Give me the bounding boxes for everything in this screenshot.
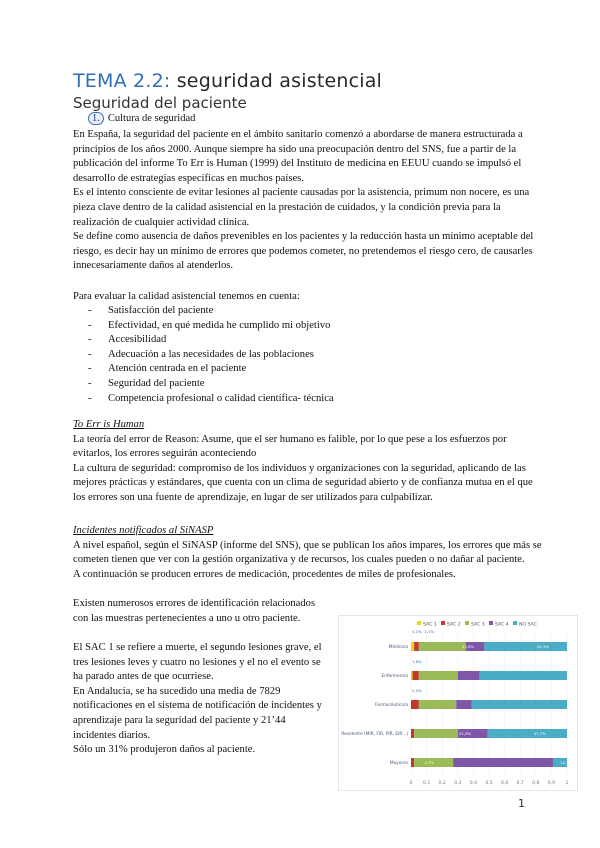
list-item: - Seguridad del paciente <box>88 377 334 392</box>
quality-intro <box>73 290 543 305</box>
bar-segment <box>458 671 480 680</box>
bar-segment <box>419 671 458 680</box>
data-label: 45,3% <box>536 644 549 649</box>
data-label: 2,1% <box>424 629 435 634</box>
intro-paragraph: Se define como ausencia de daños prevenibles en los pacientes y la reducción hasta un mínimo aceptable del riesgo, es decir hay un mínimo de errores que podemos cometer, no pretendemos el riesgo cero, de causarles innecesariamente daños al atenderlos. <box>73 231 534 272</box>
bar-segment <box>411 642 414 651</box>
bar-segment <box>413 671 419 680</box>
bar-segment <box>456 700 472 709</box>
to-err-heading: To Err is Human <box>73 419 145 430</box>
data-label: 1,6% <box>412 659 422 664</box>
bar-segment <box>411 700 419 709</box>
intro-paragraph: En España, la seguridad del paciente en el ámbito sanitario comenzó a abordarse de manera estructurada a principios de los años 2000. Aunque siempre ha sido una preocupación dentro del SNS, fue a partir de la publicación del informe To Err is Human (1999) del Instituto de medicina en EEUU cuando se impulsó el desarrollo de estrategias específicas en muchos países. <box>73 129 523 184</box>
legend-swatch <box>465 621 469 625</box>
category-label: Farmacéutico/a <box>375 703 408 709</box>
list-item: - Atención centrada en el paciente <box>88 362 334 377</box>
page-number: 1 <box>518 797 525 810</box>
quality-list <box>88 304 334 406</box>
category-label: Mayores <box>389 761 408 767</box>
bar-segment <box>419 642 466 651</box>
to-err-paragraph: La teoría del error de Reason: Asume, que el ser humano es falible, por lo que pese a los esfuerzos por evitarlos, los errores seguirán aconteciendo <box>73 433 507 460</box>
legend-swatch <box>513 621 517 625</box>
sinasp-section <box>73 524 543 582</box>
category-label: Médico/a <box>388 645 408 651</box>
x-tick-label: 1 <box>565 781 569 786</box>
list-item: - Efectividad, en qué medida he cumplido mi objetivo <box>88 319 334 334</box>
list-item: - Accesibilidad <box>88 333 334 348</box>
legend-swatch <box>441 621 445 625</box>
x-tick-label: 0,6 <box>500 781 509 786</box>
sinasp-paragraph: A nivel español, según el SiNASP (informe del SNS), que se publican los años impares, los errores que más se cometen tienen que ver con la gestión organizativa y de recursos, los cuales pueden o no dañar al paciente. <box>73 539 542 566</box>
legend-label: NO SAC <box>519 622 537 628</box>
x-tick-label: 0,4 <box>469 781 478 786</box>
x-tick-label: 0,7 <box>516 781 524 786</box>
category-label: Enfermero/a <box>381 674 408 680</box>
sinasp-heading: Incidentes notificados al SiNASP <box>73 525 214 536</box>
bar-segment <box>414 642 419 651</box>
x-tick-label: 0,9 <box>547 781 556 786</box>
sinasp-paragraph-identificacion <box>73 597 333 626</box>
sinasp-paragraph: Sólo un 31% produjeron daños al paciente. <box>73 744 256 756</box>
sinasp-paragraph: El SAC 1 se refiere a muerte, el segundo lesiones grave, el tres lesiones leves y cuatro no lesiones y el no el evento se ha parado antes de que ocurriese. <box>73 642 322 683</box>
chart-svg <box>339 616 577 790</box>
legend-label: SAC 4 <box>495 622 509 628</box>
x-tick-label: 0,8 <box>532 781 540 786</box>
quality-intro-text: Para evaluar la calidad asistencial tenemos en cuenta: <box>73 291 300 302</box>
bar-segment <box>453 758 553 767</box>
x-tick-label: 0,1 <box>422 781 431 786</box>
bar-segment <box>411 758 414 767</box>
legend-label: SAC 1 <box>423 622 437 628</box>
page-subtitle: Seguridad del paciente <box>73 94 247 112</box>
legend-swatch <box>417 621 421 625</box>
intro-paragraphs <box>73 128 543 274</box>
bar-segment <box>411 729 414 738</box>
data-label: 22,3% <box>458 731 471 736</box>
section-heading <box>88 112 195 125</box>
bar-segment <box>472 700 567 709</box>
bar-segment <box>411 671 413 680</box>
sinasp-detail-paragraphs <box>73 641 329 758</box>
legend-label: SAC 2 <box>447 622 461 628</box>
sinasp-paragraph: A continuación se producen errores de medicación, procedentes de miles de profesionales. <box>73 568 456 580</box>
x-tick-label: 0 <box>409 781 413 786</box>
sac-stacked-bar-chart <box>338 615 578 791</box>
data-label: 47,7% <box>533 731 546 736</box>
data-label: 12,7% <box>560 760 573 765</box>
data-label: 2,0% <box>412 688 422 693</box>
section-label: Cultura de seguridad <box>107 113 196 124</box>
list-item: - Adecuación a las necesidades de las poblaciones <box>88 348 334 363</box>
title-prefix: TEMA 2.2: <box>73 70 171 92</box>
bar-segment <box>419 700 456 709</box>
bar-segment <box>487 729 567 738</box>
bar-segment <box>414 729 458 738</box>
sinasp-paragraph: En Andalucía, se ha sucedido una media de 7829 notificaciones en el sistema de notificación de incidentes y aprendizaje para la seguridad del paciente y 21’44 incidentes diarios. <box>73 685 322 741</box>
list-item: - Satisfacción del paciente <box>88 304 334 319</box>
category-label: Residente (MIR, FIR, PIR, EIR...) <box>341 732 408 738</box>
data-label: 4,1% <box>412 629 422 634</box>
bar-segment <box>484 642 567 651</box>
to-err-paragraph: La cultura de seguridad: compromiso de los individuos y organizaciones con la seguridad, aplicando de las mejores prácticas y estándares, que cuenta con un clima de seguridad abierto y de confianza mutua en el que los errores son una fuente de aprendizaje, en lugar de ser utilizados para culpabilizar. <box>73 462 533 503</box>
x-tick-label: 0,5 <box>485 781 493 786</box>
legend-label: SAC 3 <box>471 622 485 628</box>
to-err-section <box>73 418 543 506</box>
x-tick-label: 0,2 <box>438 781 446 786</box>
bar-segment <box>480 671 567 680</box>
title-rest: seguridad asistencial <box>170 70 383 92</box>
list-item: - Competencia profesional o calidad científica- técnica <box>88 392 334 407</box>
sinasp-paragraph: Existen numerosos errores de identificación relacionados con las muestras pertenecientes a uno u otro paciente. <box>73 598 316 624</box>
data-label: 33,5% <box>461 644 474 649</box>
x-tick-label: 0,3 <box>454 781 462 786</box>
intro-paragraph: Es el intento consciente de evitar lesiones al paciente causadas por la asistencia, primum non nocere, es una pieza clave dentro de la calidad asistencial en la prestación de cuidados, y la condición previa para la realización de cualquier actividad clínica. <box>73 187 530 228</box>
legend-swatch <box>489 621 493 625</box>
page-title <box>73 70 382 92</box>
section-number: 1. <box>88 112 104 125</box>
data-label: 4,7% <box>424 760 435 765</box>
